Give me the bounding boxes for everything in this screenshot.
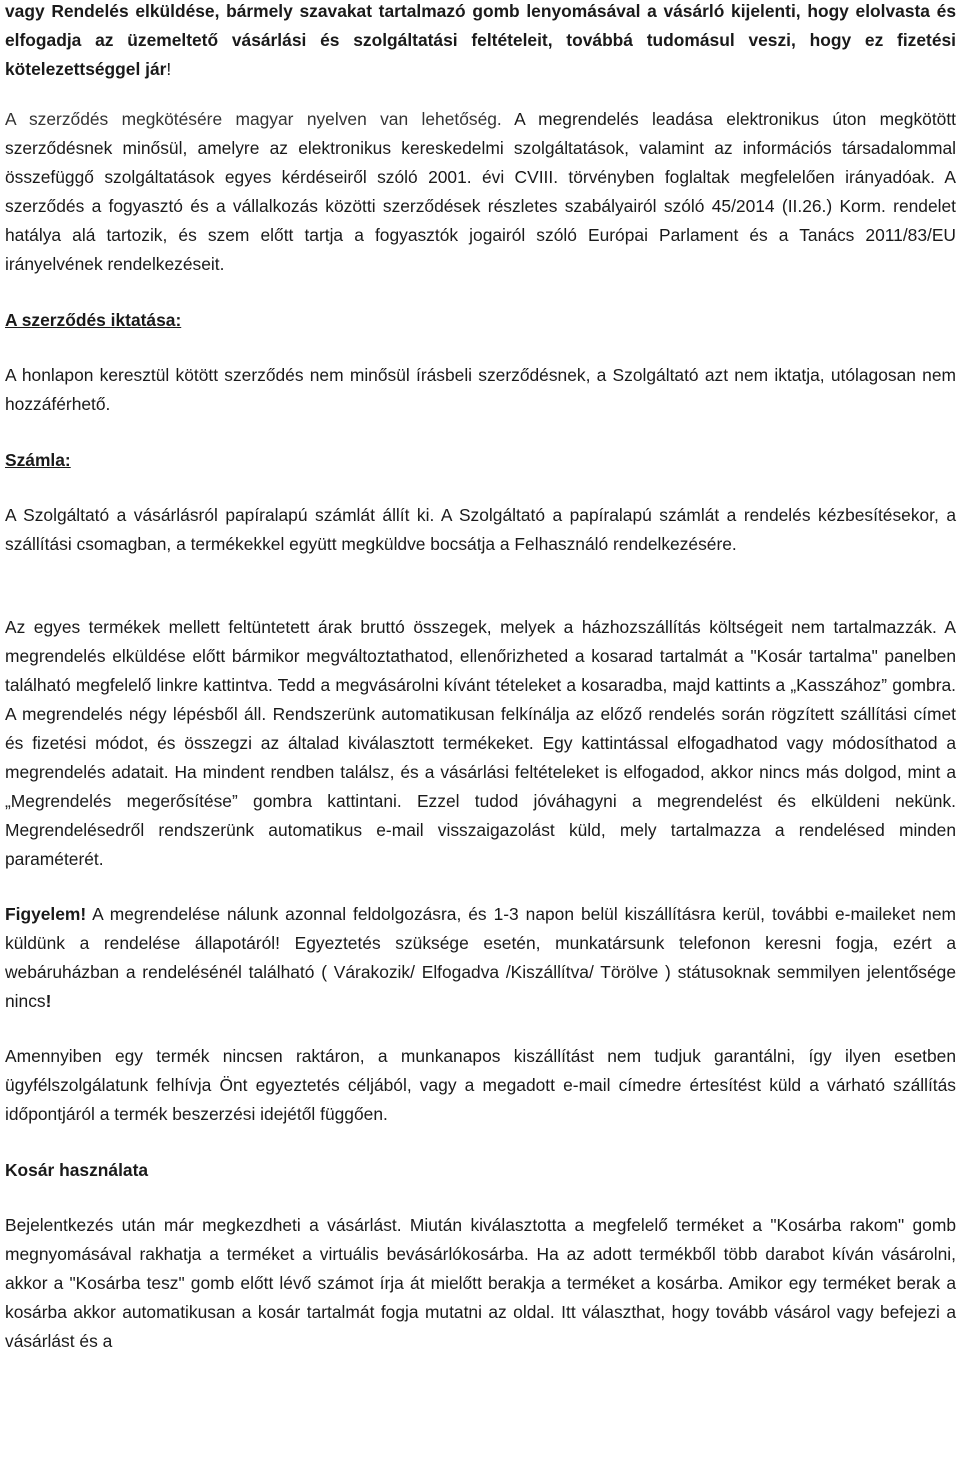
order-consent-end: !: [166, 59, 172, 79]
cart-usage-paragraph: Bejelentkezés után már megkezdheti a vásárlást. Miután kiválasztotta a megfelelő terméket a "Kosárba rakom" gomb megnyomásával rakhatja a terméket a virtuális bevásárlókosárba. Ha az adott termékből több darabot kíván vásárolni, akkor a "Kosárba tesz" gomb előtt lévő számot írja át mielőtt berakja a terméket a kosárba. Amikor egy terméket berak a kosárba akkor automatikusan a kosár tartalmát fogja mutatni az oldal. Itt választhat, hogy tovább vásárol vagy befejezi a vásárlást és a: [5, 1215, 956, 1351]
order-consent-paragraph: [5, 0, 956, 84]
attention-label: Figyelem!: [5, 904, 87, 924]
contract-language-paragraph: [5, 105, 956, 279]
attention-paragraph: [5, 900, 956, 1016]
heading-contract-filing: A szerződés iktatása:: [5, 310, 182, 330]
order-consent-text: vagy Rendelés elküldése, bármely szavakat tartalmazó gomb lenyomásával a vásárló kijelenti, hogy elolvasta és elfogadja az üzemeltető vásárlási és szolgáltatási feltételeit, továbbá tudomásul veszi, hogy ez fizetési kötelezettséggel jár: [5, 1, 956, 79]
prices-ordering-paragraph: Az egyes termékek mellett feltüntetett árak bruttó összegek, melyek a házhozszállítás költségeit nem tartalmazzák. A megrendelés elküldése előtt bármikor megváltoztathatod, ellenőrizheted a kosarad tartalmát a "Kosár tartalma" panelben található megfelelő linkre kattintva. Tedd a megvásárolni kívánt tételeket a kosaradba, majd kattints a „Kasszához” gombra. A megrendelés négy lépésből áll. Rendszerünk automatikusan felkínálja az előző rendelés során rögzített szállítási címet és fizetési módot, és összegzi az általad kiválasztott termékeket. Egy kattintással elfogadhatod vagy módosíthatod a megrendelés adatait. Ha mindent rendben találsz, és a vásárlási feltételeket is elfogadod, akkor nincs más dolgod, mint a „Megrendelés megerősítése” gombra kattintani. Ezzel tudod jóváhagyni a megrendelést és elküldeni nekünk. Megrendelésedről rendszerünk automatikus e-mail visszaigazolást küld, mely tartalmazza a rendelésed minden paraméterét.: [5, 617, 956, 869]
attention-text: A megrendelése nálunk azonnal feldolgozásra, és 1-3 napon belül kiszállításra kerül, további e-maileket nem küldünk a rendelése állapotáról! Egyeztetés szüksége esetén, munkatársunk telefonon keresni fogja, ezért a webáruházban a rendelésénél található ( Várakozik/ Elfogadva /Kiszállítva/ Törölve ) státusoknak semmilyen jelentősége nincs: [5, 904, 956, 1011]
heading-cart-usage: Kosár használata: [5, 1160, 149, 1180]
heading-invoice: Számla:: [5, 450, 71, 470]
contract-language-sentence: A szerződés megkötésére magyar nyelven van lehetőség.: [5, 109, 502, 129]
invoice-paragraph: A Szolgáltató a vásárlásról papíralapú számlát állít ki. A Szolgáltató a papíralapú számlát a rendelés kézbesítésekor, a szállítási csomagban, a termékekkel együtt megküldve bocsátja a Felhasználó rendelkezésére.: [5, 505, 956, 554]
contract-filing-paragraph: A honlapon keresztül kötött szerződés nem minősül írásbeli szerződésnek, a Szolgáltató azt nem iktatja, utólagosan nem hozzáférhető.: [5, 365, 956, 414]
out-of-stock-paragraph: Amennyiben egy termék nincsen raktáron, a munkanapos kiszállítást nem tudjuk garantálni, így ilyen esetben ügyfélszolgálatunk felhívja Önt egyeztetés céljából, vagy a megadott e-mail címedre értesítést küld a várható szállítás időpontjáról a termék beszerzési idejétől függően.: [5, 1046, 956, 1124]
attention-end: !: [45, 991, 52, 1011]
contract-legal-basis-text: A megrendelés leadása elektronikus úton megkötött szerződésnek minősül, amelyre az elektronikus kereskedelmi szolgáltatások, valamint az információs társadalommal összefüggő szolgáltatások egyes kérdéseiről szóló 2001. évi CVIII. törvényben foglaltak megfelelően irányadóak. A szerződés a fogyasztó és a vállalkozás közötti szerződések részletes szabályairól szóló 45/2014 (II.26.) Korm. rendelet hatálya alá tartozik, és szem előtt tartja a fogyasztók jogairól szóló Európai Parlament és a Tanács 2011/83/EU irányelvének rendelkezéseit.: [5, 109, 956, 274]
